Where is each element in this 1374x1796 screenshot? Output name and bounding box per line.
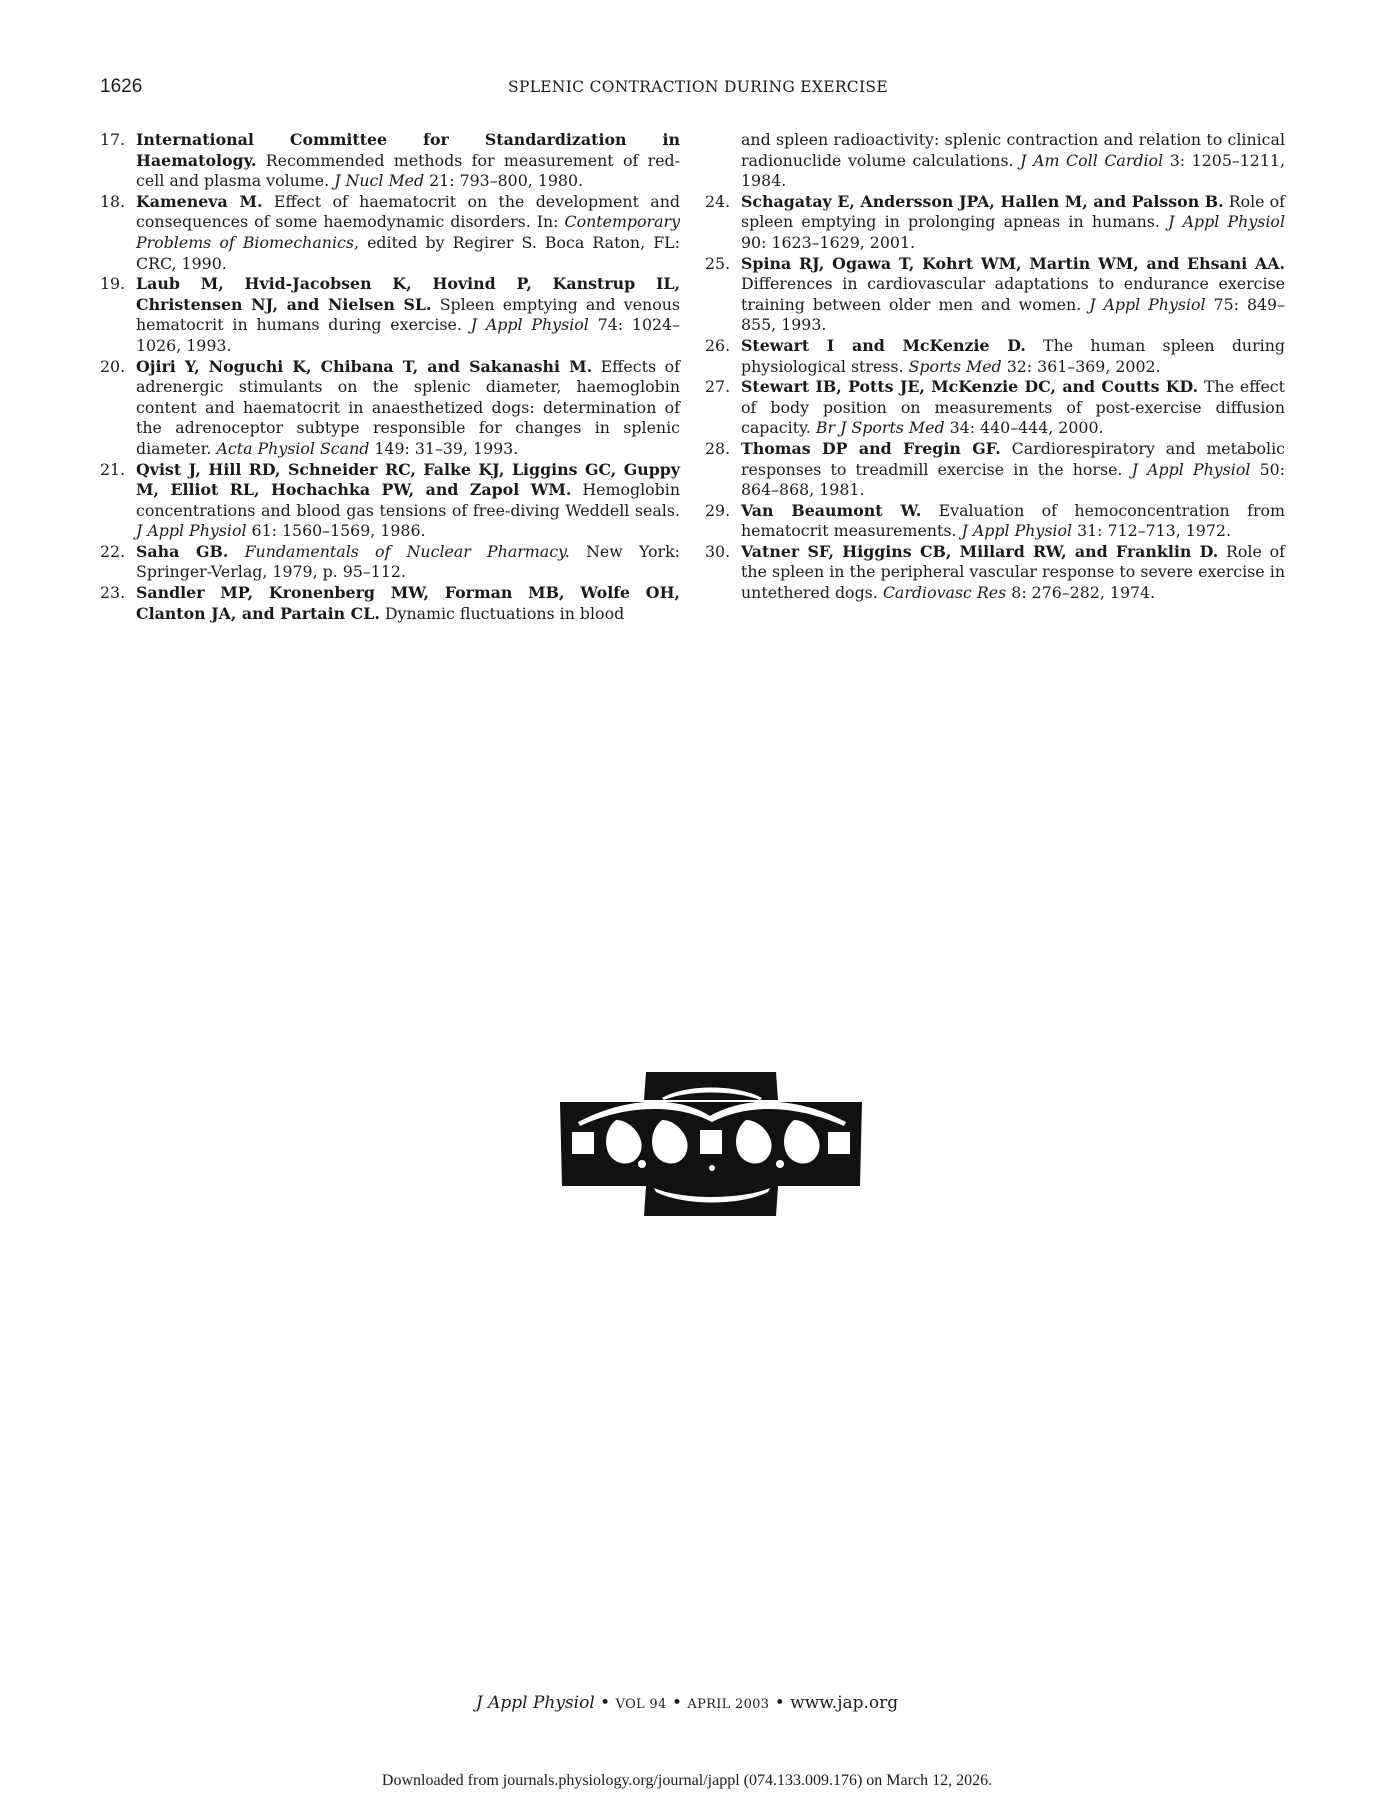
reference-item: [100, 192, 680, 274]
reference-authors: Stewart IB, Potts JE, McKenzie DC, and Coutts KD.: [741, 377, 1199, 397]
reference-item: [705, 501, 1285, 542]
reference-citation: 21: 793–800, 1980.: [424, 171, 584, 191]
reference-citation: 61: 1560–1569, 1986.: [246, 521, 426, 541]
reference-item: [100, 130, 680, 192]
reference-number: 25.: [705, 253, 731, 273]
reference-item: [100, 357, 680, 460]
running-header: [100, 76, 1296, 100]
reference-authors: Laub M, Hvid-Jacobsen K, Hovind P, Kanstrup IL, Christensen NJ, and Nielsen SL.: [136, 274, 680, 314]
page-number: 1626: [100, 76, 143, 97]
reference-authors: Ojiri Y, Noguchi K, Chibana T, and Sakanashi M.: [136, 356, 593, 376]
reference-citation: 3: 1205–1211, 1984.: [741, 150, 1285, 191]
reference-number: 28.: [705, 438, 731, 458]
reference-item: [705, 542, 1285, 604]
reference-text: [228, 542, 244, 561]
footer-bullet: •: [594, 1693, 616, 1713]
reference-number: 27.: [705, 377, 731, 397]
reference-journal: J Appl Physiol: [1131, 459, 1251, 479]
reference-authors: Schagatay E, Andersson JPA, Hallen M, and Palsson B.: [741, 191, 1224, 211]
reference-citation: 8: 276–282, 1974.: [1006, 583, 1156, 603]
reference-authors: Van Beaumont W.: [741, 500, 922, 520]
footer-date: APRIL 2003: [687, 1697, 770, 1712]
reference-item: [705, 439, 1285, 501]
reference-text: Dynamic fluctuations in blood: [379, 603, 625, 623]
reference-citation: , edited by Regirer S. Boca Raton, FL: CRC, 1990.: [136, 232, 680, 273]
reference-citation: 32: 361–369, 2002.: [1001, 356, 1161, 376]
reference-journal: Sports Med: [908, 356, 1002, 376]
references-left-column: [100, 130, 680, 624]
reference-text: The effect of body position on measurements of post-exercise diffusion capacity.: [741, 377, 1285, 438]
reference-citation: 149: 31–39, 1993.: [369, 438, 519, 458]
reference-item: [705, 192, 1285, 254]
reference-journal: Br J Sports Med: [815, 418, 945, 438]
reference-text: Effects of adrenergic stimulants on the splenic diameter, haemoglobin content and haematocrit in anaesthetized dogs: determination of the adrenoceptor subtype responsible for changes in splenic diameter.: [136, 356, 680, 458]
reference-number: 17.: [100, 130, 126, 149]
reference-journal: Contemporary Problems of Biomechanics: [136, 212, 680, 252]
footer-volume: VOL 94: [615, 1697, 667, 1712]
reference-authors: Vatner SF, Higgins CB, Millard RW, and Franklin D.: [741, 541, 1219, 561]
references-right-column: [705, 130, 1285, 604]
reference-number: 29.: [705, 500, 731, 520]
reference-text: Differences in cardiovascular adaptations to endurance exercise training between older men and women.: [741, 274, 1285, 314]
reference-authors: Kameneva M.: [136, 191, 263, 211]
reference-item: [705, 254, 1285, 336]
reference-citation: 90: 1623–1629, 2001.: [741, 232, 916, 252]
reference-citation: New York: Springer-Verlag, 1979, p. 95–112.: [136, 541, 680, 582]
download-note: Downloaded from journals.physiology.org/journal/jappl (074.133.009.176) on March 12, 2026.: [381, 1772, 993, 1789]
reference-journal: J Appl Physiol: [961, 521, 1073, 541]
reference-authors: Qvist J, Hill RD, Schneider RC, Falke KJ, Liggins GC, Guppy M, Elliot RL, Hochachka PW, and Zapol WM.: [136, 459, 680, 500]
reference-item: [705, 377, 1285, 439]
reference-citation: 34: 440–444, 2000.: [944, 418, 1104, 438]
reference-number: 23.: [100, 583, 126, 603]
reference-number: 20.: [100, 356, 126, 376]
reference-authors: Sandler MP, Kronenberg MW, Forman MB, Wolfe OH, Clanton JA, and Partain CL.: [136, 583, 680, 623]
reference-text: Evaluation of hemoconcentration from hematocrit measurements.: [741, 500, 1286, 541]
reference-item: [100, 274, 680, 356]
reference-journal: J Appl Physiol: [1089, 294, 1206, 314]
reference-continuation: [705, 130, 1285, 192]
printer-ornament-icon: [558, 1068, 864, 1220]
reference-authors: Thomas DP and Fregin GF.: [741, 438, 1001, 458]
reference-item: [100, 542, 680, 583]
page-footer: [0, 1693, 1374, 1713]
reference-item: [100, 583, 680, 624]
footer-journal: J Appl Physiol: [475, 1693, 595, 1713]
reference-number: 21.: [100, 459, 126, 479]
reference-item: [100, 460, 680, 542]
reference-item: [705, 336, 1285, 377]
reference-citation: 50: 864–868, 1981.: [741, 459, 1285, 500]
footer-bullet: •: [666, 1693, 688, 1713]
reference-number: 26.: [705, 335, 731, 355]
reference-journal: Fundamentals of Nuclear Pharmacy.: [244, 541, 570, 561]
reference-text: Role of spleen emptying in prolonging apneas in humans.: [741, 191, 1285, 232]
reference-authors: Saha GB.: [136, 541, 229, 561]
reference-text: Role of the spleen in the peripheral vascular response to severe exercise in untethered dogs.: [741, 541, 1285, 603]
reference-number: 22.: [100, 541, 126, 561]
footer-bullet: •: [769, 1693, 791, 1713]
reference-authors: Spina RJ, Ogawa T, Kohrt WM, Martin WM, and Ehsani AA.: [741, 253, 1285, 273]
reference-text: Effect of haematocrit on the development and consequences of some haemodynamic disorders. In:: [136, 191, 680, 232]
running-title: SPLENIC CONTRACTION DURING EXERCISE: [508, 78, 888, 96]
reference-citation: 31: 712–713, 1972.: [1072, 521, 1231, 541]
footer-url: www.jap.org: [790, 1693, 899, 1713]
reference-number: 24.: [705, 191, 731, 211]
reference-journal: J Am Coll Cardiol: [1020, 150, 1164, 170]
reference-journal: J Appl Physiol: [470, 315, 589, 335]
reference-authors: Stewart I and McKenzie D.: [741, 335, 1026, 355]
reference-text: Spleen emptying and venous hematocrit in humans during exercise.: [136, 294, 681, 335]
reference-text: Hemoglobin concentrations and blood gas tensions of free-diving Weddell seals.: [136, 480, 680, 520]
reference-authors: International Committee for Standardization in Haematology.: [136, 130, 680, 170]
reference-journal: Cardiovasc Res: [882, 583, 1007, 603]
reference-number: 30.: [705, 541, 731, 561]
reference-citation: 75: 849–855, 1993.: [741, 294, 1285, 335]
reference-journal: J Nucl Med: [334, 171, 425, 191]
reference-journal: J Appl Physiol: [1168, 212, 1285, 232]
reference-text: Recommended methods for measurement of red-cell and plasma volume.: [136, 150, 680, 191]
reference-text: The human spleen during physiological stress.: [741, 335, 1285, 376]
reference-number: 19.: [100, 274, 126, 294]
reference-text: and spleen radioactivity: splenic contraction and relation to clinical radionuclide volume calculations.: [741, 130, 1285, 170]
reference-journal: J Appl Physiol: [136, 521, 247, 541]
reference-citation: 74: 1024–1026, 1993.: [136, 315, 680, 355]
reference-journal: Acta Physiol Scand: [216, 438, 370, 458]
reference-number: 18.: [100, 191, 126, 211]
reference-text: Cardiorespiratory and metabolic responses to treadmill exercise in the horse.: [741, 438, 1285, 479]
